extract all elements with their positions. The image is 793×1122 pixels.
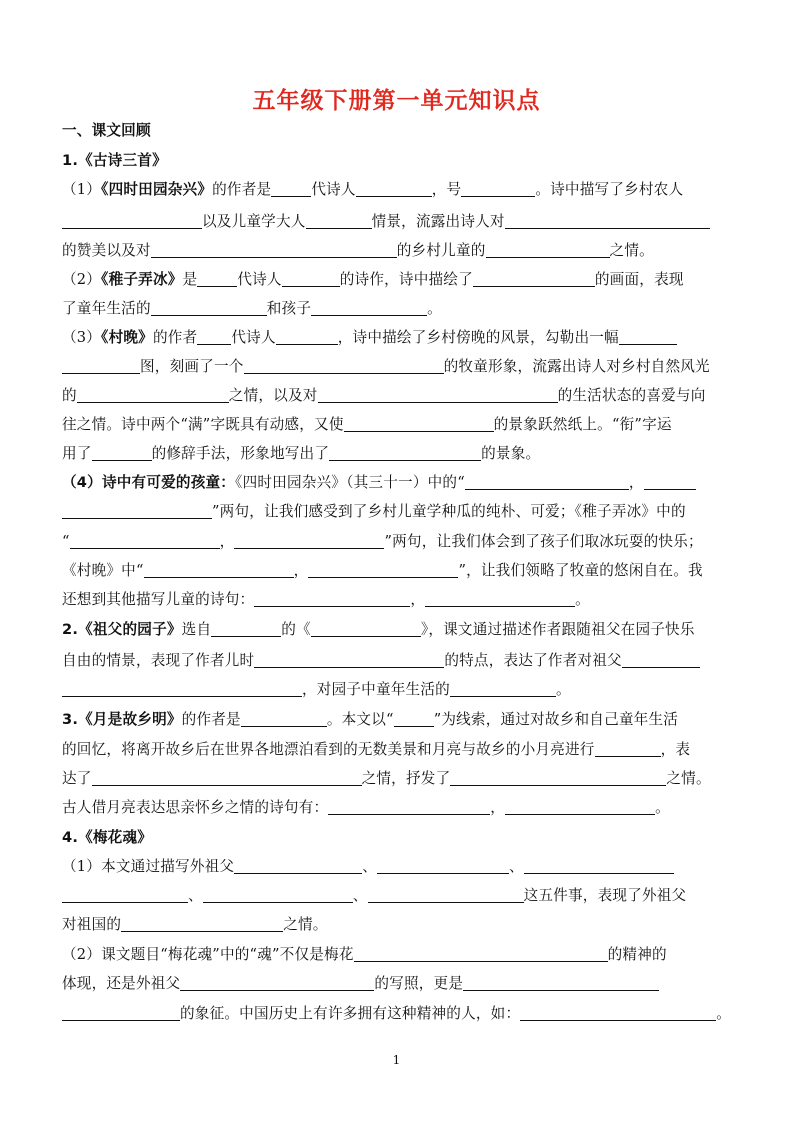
text: 的修辞手法，形象地写出了 [151,445,330,462]
text: ， [219,533,235,550]
fill-blank[interactable] [70,532,220,549]
q1-p1-num: （1） [62,181,102,198]
text: 的回忆，将离开故乡后在世界各地漂泊看到的无数美景和月亮与故乡的小月亮进行 [62,741,595,758]
text: 代诗人 [231,329,276,346]
text: 、 [362,858,378,875]
q3-heading: 3.《月是故乡明》 [62,711,182,728]
fill-blank[interactable] [368,886,524,903]
fill-blank[interactable] [356,180,432,197]
fill-blank[interactable] [62,680,302,697]
text: 情景，流露出诗人对 [371,213,505,230]
q3-line3 [62,769,734,789]
text: 的作者是 [181,711,241,728]
fill-blank[interactable] [62,357,140,374]
text: 的景象。 [481,445,541,462]
fill-blank[interactable] [394,710,434,727]
text: “ [62,533,70,550]
text: ，表 [660,741,691,758]
text: 。 [655,799,670,816]
text: 体现，还是外祖父 [62,975,181,992]
q3-line1 [62,710,734,730]
fill-blank[interactable] [328,798,490,815]
q1-p2-line2 [62,299,734,319]
text: 往之情。诗中两个“满”字既具有动感，又使 [62,416,344,433]
text: 选自 [181,621,212,638]
fill-blank[interactable] [211,620,281,637]
q4-p1-line1 [62,857,734,877]
fill-blank[interactable] [622,651,700,668]
q3-line4 [62,798,734,818]
fill-blank[interactable] [92,444,152,461]
text: 代诗人 [311,181,356,198]
fill-blank[interactable] [505,798,655,815]
text: 之情，抒发了 [361,770,451,787]
text: 的画面，表现 [594,271,684,288]
q1-heading [62,151,734,171]
text: 这五件事，表现了外祖父 [523,887,687,904]
fill-blank[interactable] [311,620,421,637]
text: 的象征。中国历史上有许多拥有这种精神的人，如： [180,1005,521,1022]
fill-blank[interactable] [62,1004,180,1021]
page-number: 1 [392,1053,401,1067]
text: 古人借月亮表达思亲怀乡之情的诗句有： [62,799,329,816]
text: 。 [427,300,442,317]
fill-blank[interactable] [271,180,311,197]
fill-blank[interactable] [644,473,696,490]
text: 的乡村儿童的 [396,242,486,259]
text: 的作者是 [212,181,272,198]
fill-blank[interactable] [354,945,608,962]
text: 、 [509,858,524,875]
text: 图，刻画了一个 [140,358,244,375]
text: 之情。 [666,770,711,787]
fill-blank[interactable] [329,444,481,461]
fill-blank[interactable] [62,886,188,903]
text: ， [410,591,426,608]
fill-blank[interactable] [595,740,661,757]
q4-p2-line1 [62,945,734,965]
text: 的牧童形象，流露出诗人对乡村自然风光 [443,358,710,375]
fill-blank[interactable] [463,974,659,991]
q2-line3 [62,680,734,700]
text: 。诗中描写了乡村农人 [535,181,684,198]
text: 和孩子 [266,300,312,317]
section-heading [62,121,734,141]
fill-blank[interactable] [92,769,362,786]
q4-p1-line3 [62,915,734,935]
text: 之情，以及对 [228,387,318,404]
q1-p4-line2 [62,502,734,522]
q1-p2-num: （2） [62,271,102,288]
text: 自由的情景，表现了作者儿时 [62,652,255,669]
text: 对祖国的 [62,916,122,933]
text: 以及儿童学大人 [202,213,306,230]
text: 《村晚》中“ [62,562,144,579]
text: 、 [188,887,203,904]
text: 之情。 [283,916,328,933]
fill-blank[interactable] [276,328,338,345]
fill-blank[interactable] [62,212,202,229]
q1-p1-line2 [62,212,734,232]
fill-blank[interactable] [234,532,384,549]
q4-heading-line [62,828,734,848]
fill-blank[interactable] [62,502,212,519]
text: 的精神的 [607,946,667,963]
text: ， [490,799,506,816]
fill-blank[interactable] [308,561,458,578]
q1-heading-text: 1.《古诗三首》 [62,152,167,169]
text: （1）本文通过描写外祖父 [62,858,235,875]
text: 是 [182,271,198,288]
fill-blank[interactable] [180,974,374,991]
fill-blank[interactable] [244,357,444,374]
q4-p2-line3 [62,1004,734,1024]
text: ”两句，让我们体会到了孩子们取冰玩耍的快乐； [384,533,703,550]
text: 的景象跃然纸上。“衔”字运 [493,416,672,433]
text: 的特点，表达了作者对祖父 [444,652,622,669]
q1-p1-line3 [62,241,734,261]
text: 的写照，更是 [374,975,464,992]
text: 的赞美以及对 [62,242,151,259]
q1-p3-line1 [62,328,734,348]
text: 、 [352,887,368,904]
q1-p3-poem: 《村晚》 [101,329,153,346]
page-title: 五年级下册第一单元知识点 [252,88,541,114]
text: 达了 [62,770,92,787]
text: ”为线索，通过对故乡和自己童年生活 [433,711,679,728]
q1-p1-line1 [62,180,734,200]
fill-blank[interactable] [151,241,397,258]
text: 》，课文通过描述作者跟随祖父在园子快乐 [420,621,695,638]
text: 的生活状态的喜爱与向 [557,387,706,404]
fill-blank[interactable] [144,561,294,578]
text: ”，让我们领略了牧童的悠闲自在。我 [458,562,703,579]
text: ”两句，让我们感受到了乡村儿童学种瓜的纯朴、可爱；《稚子弄冰》中的 [212,503,686,520]
text: 《四时田园杂兴》（其三十一）中的“ [235,474,465,491]
q4-p1-line2 [62,886,734,906]
fill-blank[interactable] [344,415,494,432]
q1-p4-line4 [62,561,734,581]
text: ， [293,562,309,579]
fill-blank[interactable] [197,270,237,287]
text: 用了 [62,445,92,462]
text: （2）课文题目“梅花魂”中的“魂”不仅是梅花 [62,946,354,963]
q1-p2-poem: 《稚子弄冰》 [101,271,183,288]
q1-p3-line3 [62,386,734,406]
fill-blank[interactable] [486,241,610,258]
text: ，对园子中童年生活的 [302,681,450,698]
fill-blank[interactable] [619,328,677,345]
q1-p4-bold: （4）诗中有可爱的孩童： [62,474,236,491]
q1-p3-line2 [62,357,734,377]
fill-blank[interactable] [520,1004,716,1021]
q1-p3-line4 [62,415,734,435]
q2-heading: 2.《祖父的园子》 [62,621,182,638]
fill-blank[interactable] [425,590,575,607]
text: 的《 [281,621,311,638]
fill-blank[interactable] [505,212,710,229]
fill-blank[interactable] [377,857,509,874]
fill-blank[interactable] [524,857,674,874]
fill-blank[interactable] [151,299,267,316]
fill-blank[interactable] [465,473,629,490]
q4-heading: 4.《梅花魂》 [62,829,153,846]
fill-blank[interactable] [234,857,362,874]
q2-line2 [62,651,734,671]
q1-p4-line3 [62,532,734,552]
text: 。 [575,591,590,608]
q1-p3-line5 [62,444,734,464]
fill-blank[interactable] [306,212,372,229]
text: 了童年生活的 [62,300,151,317]
fill-blank[interactable] [450,680,556,697]
text: 之情。 [609,242,654,259]
q1-p3-num: （3） [62,329,102,346]
fill-blank[interactable] [77,386,229,403]
q1-p1-poem: 《四时田园杂兴》 [101,181,213,198]
text: ， [628,474,644,491]
fill-blank[interactable] [203,886,353,903]
fill-blank[interactable] [121,915,283,932]
q3-line2 [62,740,734,760]
fill-blank[interactable] [197,328,231,345]
q1-p2-line1 [62,270,734,290]
fill-blank[interactable] [473,270,595,287]
text: 的 [62,387,77,404]
text: ，号 [431,181,462,198]
text: 代诗人 [237,271,282,288]
text: ，诗中描绘了乡村傍晚的风景，勾勒出一幅 [337,329,619,346]
q1-p4-line1 [62,473,734,493]
fill-blank[interactable] [318,386,558,403]
fill-blank[interactable] [311,299,427,316]
text: 。 [716,1005,732,1022]
text: 。本文以“ [326,711,394,728]
section-heading-text: 一、课文回顾 [62,122,151,139]
text: 的诗作，诗中描绘了 [339,271,473,288]
fill-blank[interactable] [241,710,327,727]
q1-p4-line5 [62,590,734,610]
q4-p2-line2 [62,974,734,994]
q2-line1 [62,620,734,640]
fill-blank[interactable] [461,180,535,197]
text: 的作者 [152,329,198,346]
text: 还想到其他描写儿童的诗句： [62,591,255,608]
fill-blank[interactable] [254,651,444,668]
fill-blank[interactable] [450,769,666,786]
fill-blank[interactable] [254,590,410,607]
text: 。 [555,681,571,698]
fill-blank[interactable] [282,270,340,287]
